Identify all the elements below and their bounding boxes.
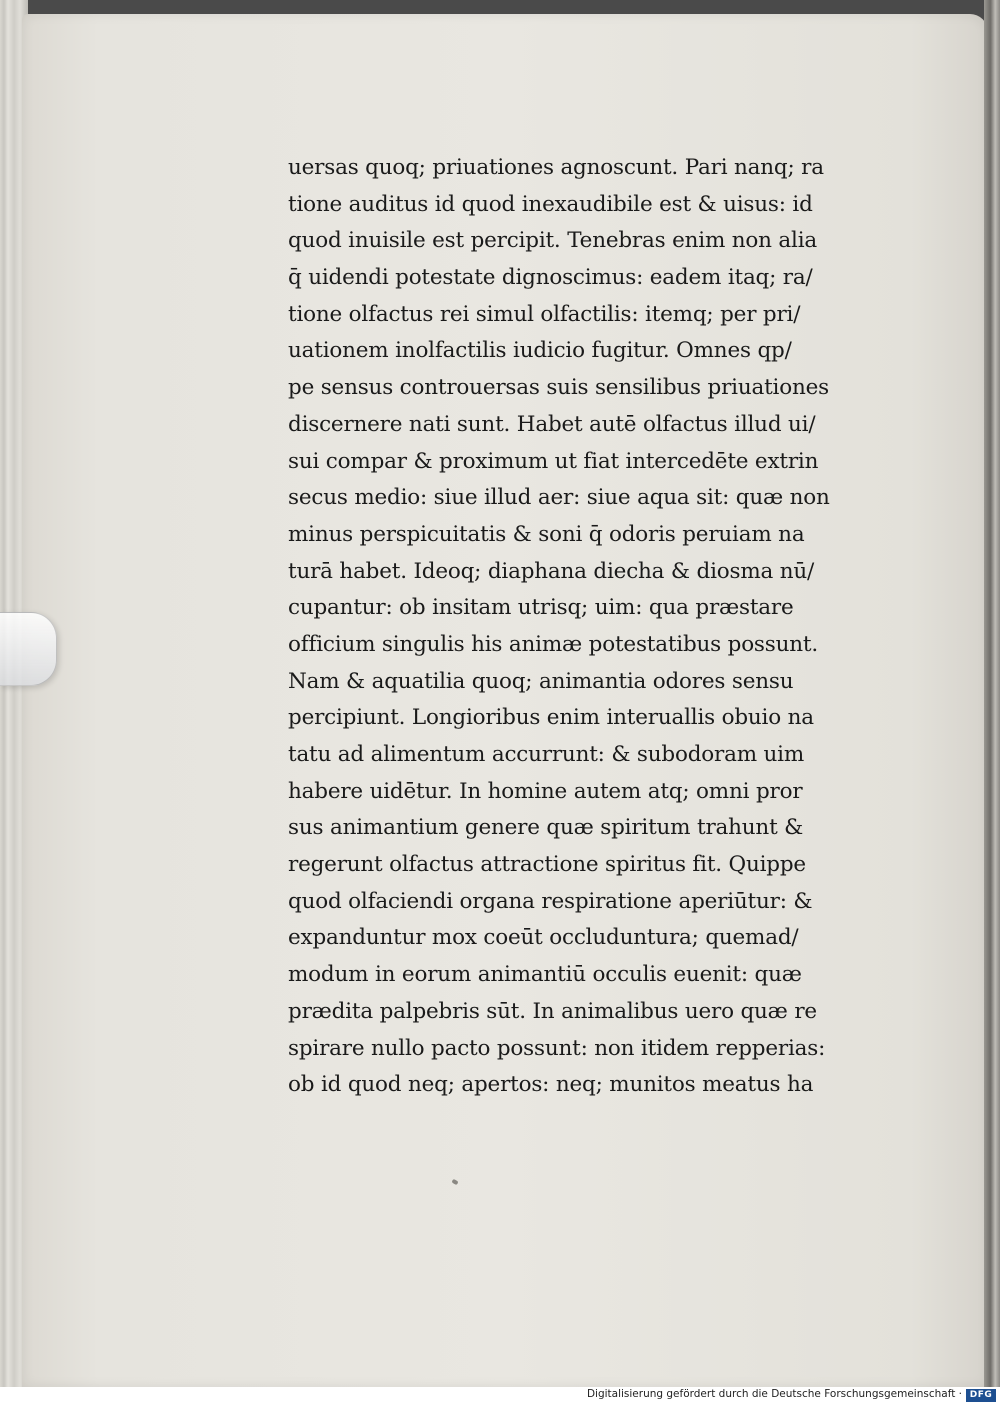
text-line: minus perspicuitatis & soni q̄ odoris peruiam na <box>288 521 805 547</box>
text-line: prædita palpebris sūt. In animalibus uero quæ re <box>288 998 817 1024</box>
text-line: ob id quod neq; apertos: neq; munitos meatus ha <box>288 1072 814 1098</box>
binding-shadow <box>984 0 1000 1387</box>
text-line: turā habet. Ideoq; diaphana diecha & diosma nū/ <box>288 558 815 584</box>
text-line: regerunt olfactus attractione spiritus fit. Quippe <box>288 852 806 878</box>
text-line: officium singulis his animæ potestatibus possunt. <box>288 631 818 657</box>
text-line: habere uidētur. In homine autem atq; omni pror <box>288 778 803 804</box>
text-line: tione olfactus rei simul olfactilis: itemq; per pri/ <box>288 301 801 327</box>
text-line: uersas quoq; priuationes agnoscunt. Pari nanq; ra <box>288 155 824 180</box>
text-line: expanduntur mox coeūt occluduntura; quemad/ <box>288 925 799 951</box>
text-block <box>288 150 888 1104</box>
funding-credit: Digitalisierung gefördert durch die Deutsche Forschungsgemeinschaft · <box>586 1388 962 1400</box>
text-line: modum in eorum animantiū occulis euenit: quæ <box>288 962 802 988</box>
text-line: quod inuisile est percipit. Tenebras enim non alia <box>288 228 818 254</box>
dfg-logo-icon: DFG <box>966 1389 996 1402</box>
text-line: discernere nati sunt. Habet autē olfactus illud ui/ <box>288 411 816 437</box>
text-line: secus medio: siue illud aer: siue aqua sit: quæ non <box>288 485 830 511</box>
text-line: pe sensus controuersas suis sensilibus priuationes <box>288 375 829 401</box>
text-line: percipiunt. Longioribus enim interuallis obuio na <box>288 705 814 731</box>
text-line: q̄ uidendi potestate dignoscimus: eadem itaq; ra/ <box>288 265 813 291</box>
digitization-footer <box>0 1387 1000 1405</box>
page-holder-clip <box>0 612 57 686</box>
text-line: tatu ad alimentum accurrunt: & subodoram uim <box>288 742 805 767</box>
text-line: tione auditus id quod inexaudibile est & uisus: id <box>288 191 813 217</box>
text-line: uationem inolfactilis iudicio fugitur. Omnes qp/ <box>288 338 792 364</box>
text-line: spirare nullo pacto possunt: non itidem repperias: <box>288 1035 826 1061</box>
text-line: Nam & aquatilia quoq; animantia odores sensu <box>288 668 794 694</box>
text-line: sui compar & proximum ut fiat intercedēte extrin <box>288 448 819 474</box>
text-line: sus animantium genere quæ spiritum trahunt & <box>288 815 804 841</box>
text-line: quod olfaciendi organa respiratione aperiūtur: & <box>288 888 813 914</box>
text-line: cupantur: ob insitam utrisq; uim: qua præstare <box>288 595 794 621</box>
